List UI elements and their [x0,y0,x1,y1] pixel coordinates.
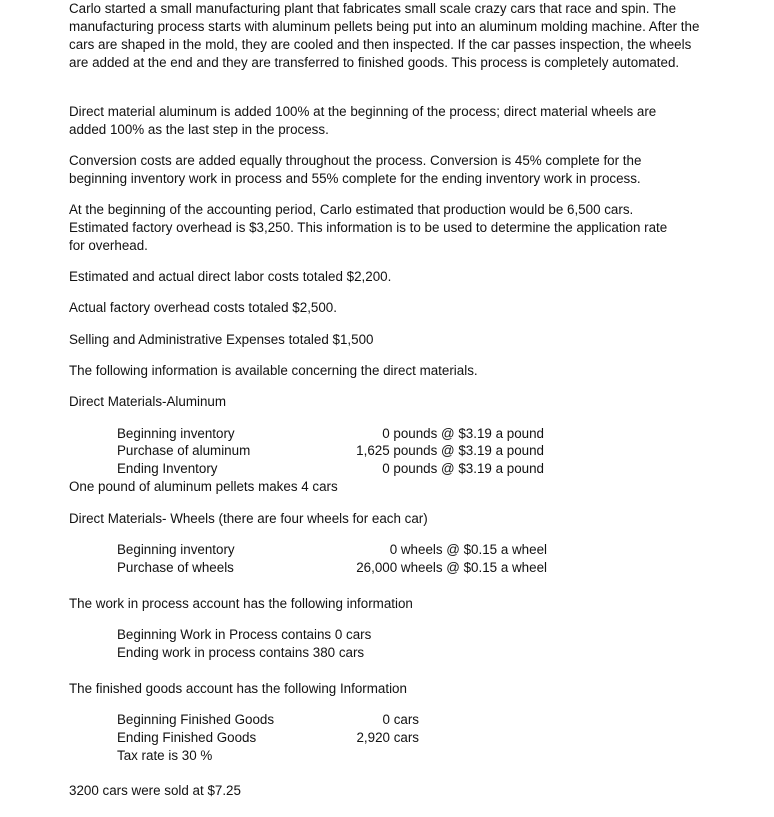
actual-overhead-paragraph: Actual factory overhead costs totaled $2,500. [69,300,337,315]
finished-row-label: Ending Finished Goods [117,730,257,745]
aluminum-row-label: Purchase of aluminum [117,443,251,458]
aluminum-row-value: 0 pounds @ $3.19 a pound [382,426,544,441]
aluminum-row [117,460,544,478]
finished-row [117,711,419,729]
aluminum-row-label: Beginning inventory [117,426,235,441]
finished-heading: The finished goods account has the following Information [69,681,407,696]
finished-row-label: Beginning Finished Goods [117,712,275,727]
wheels-row [117,559,547,577]
aluminum-row [117,442,544,460]
wheels-row-label: Purchase of wheels [117,560,234,575]
finished-row [117,729,419,747]
wheels-row-value: 26,000 wheels @ $0.15 a wheel [356,560,547,575]
wheels-row [117,541,547,559]
aluminum-row-label: Ending Inventory [117,461,218,476]
aluminum-row-value: 1,625 pounds @ $3.19 a pound [356,443,544,458]
cars-sold: 3200 cars were sold at $7.25 [69,783,241,798]
conversion-paragraph: Conversion costs are added equally throughout the process. Conversion is 45% complete for the beginning inventory work in process and 55% complete for the ending inventory work in process. [69,153,642,186]
wip-line: Ending work in process contains 380 cars [117,645,365,660]
wheels-heading: Direct Materials- Wheels (there are four wheels for each car) [69,511,428,526]
labor-paragraph: Estimated and actual direct labor costs totaled $2,200. [69,269,392,284]
wheels-row-value: 0 wheels @ $0.15 a wheel [389,542,547,557]
aluminum-row [117,425,544,443]
finished-row-value: 0 cars [382,712,419,727]
materials-intro: The following information is available concerning the direct materials. [69,363,478,378]
tax-rate: Tax rate is 30 % [117,748,213,763]
wheels-row-label: Beginning inventory [117,542,235,557]
intro-paragraph: Carlo started a small manufacturing plant that fabricates small scale crazy cars that race and spin. The manufacturing process starts with aluminum pellets being put into an aluminum molding machine. After the cars are shaped in the mold, they are cooled and then inspected. If the car passes inspection, the wheels are added at the end and they are transferred to finished goods. This process is completely automated. [69,1,700,70]
overhead-paragraph: At the beginning of the accounting period, Carlo estimated that production would be 6,500 cars. Estimated factory overhead is $3,250. This information is to be used to determine the application rate for overhead. [69,202,668,253]
aluminum-row-value: 0 pounds @ $3.19 a pound [382,461,544,476]
aluminum-heading: Direct Materials-Aluminum [69,394,226,409]
aluminum-note: One pound of aluminum pellets makes 4 cars [69,479,338,494]
wip-heading: The work in process account has the following information [69,596,413,611]
finished-row-value: 2,920 cars [356,730,419,745]
direct-material-paragraph: Direct material aluminum is added 100% at the beginning of the process; direct material wheels are added 100% as the last step in the process. [69,104,657,137]
wip-line: Beginning Work in Process contains 0 cars [117,627,372,642]
selling-admin-paragraph: Selling and Administrative Expenses totaled $1,500 [69,332,374,347]
